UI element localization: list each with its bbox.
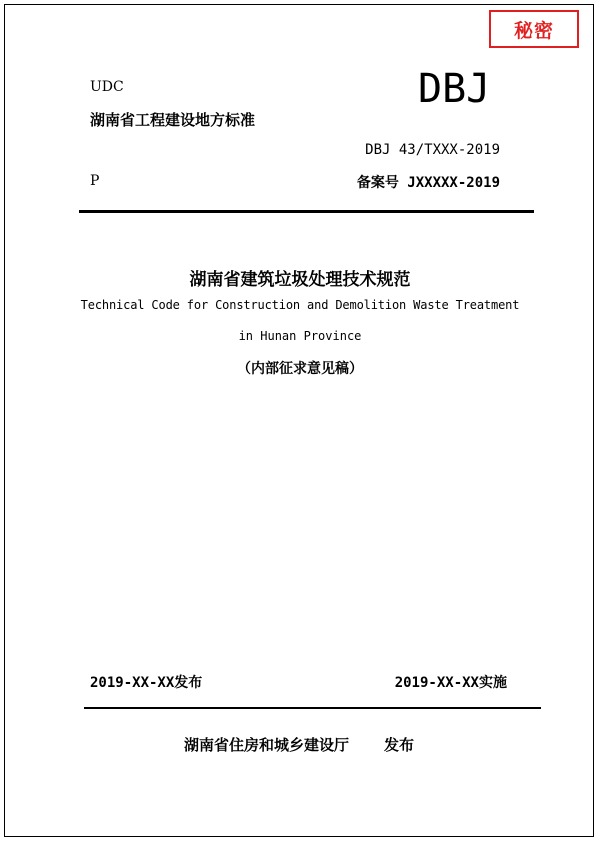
document-title: 湖南省建筑垃圾处理技术规范 bbox=[189, 270, 411, 290]
issuer-action: 发布 bbox=[384, 736, 415, 754]
classification-code: P bbox=[90, 173, 100, 189]
english-title-line-2: in Hunan Province bbox=[238, 329, 362, 343]
implement-date: 2019-XX-XX实施 bbox=[394, 675, 507, 691]
footer-divider bbox=[84, 707, 541, 709]
publish-date: 2019-XX-XX发布 bbox=[90, 675, 203, 691]
udc-label: UDC bbox=[90, 79, 124, 95]
dbj-logo: DBJ bbox=[418, 66, 491, 112]
filing-number-line bbox=[357, 172, 500, 192]
filing-label: 备案号 bbox=[356, 175, 399, 191]
issuer: 湖南省住房和城乡建设厅 bbox=[184, 736, 350, 754]
secret-stamp: 秘密 bbox=[489, 10, 579, 48]
filing-number: JXXXXX-2019 bbox=[407, 175, 500, 191]
draft-note: （内部征求意见稿） bbox=[237, 361, 363, 377]
local-standard-label: 湖南省工程建设地方标准 bbox=[90, 111, 256, 129]
standard-number: DBJ 43/TXXX-2019 bbox=[365, 142, 500, 158]
header-divider bbox=[79, 210, 534, 213]
english-title-line-1: Technical Code for Construction and Demolition Waste Treatment bbox=[80, 298, 520, 312]
